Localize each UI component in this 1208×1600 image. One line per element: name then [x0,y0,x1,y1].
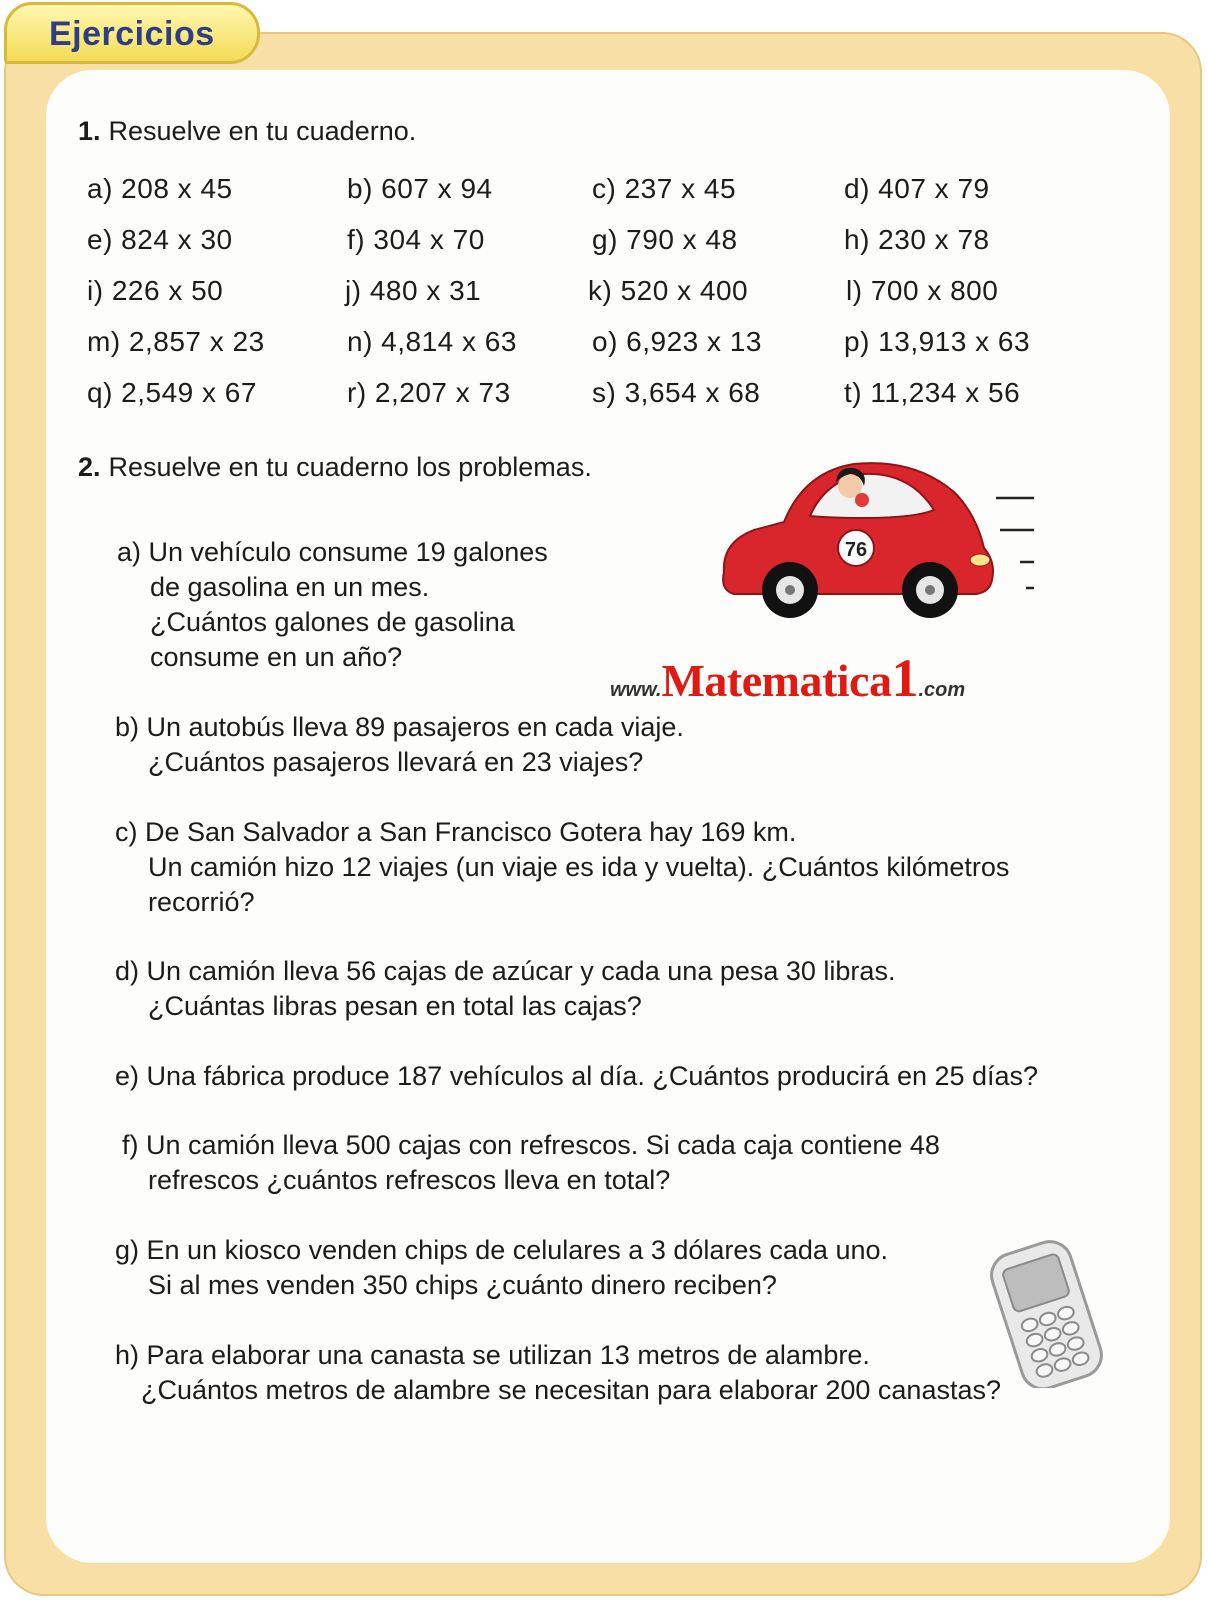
operation-item: a) 208 x 45 [87,173,233,204]
speed-lines [996,498,1034,588]
problem-h-line: h) Para elaborar una canasta se utilizan 13 metros de alambre. [115,1340,870,1370]
watermark-prefix: www. [610,679,662,701]
operation-item: p) 13,913 x 63 [844,326,1031,357]
operation-item: s) 3,654 x 68 [592,377,761,408]
problem-e-line: e) Una fábrica produce 187 vehículos al día. ¿Cuántos producirá en 25 días? [115,1061,1039,1091]
red-car-icon [714,452,1034,632]
operation-item: c) 237 x 45 [592,173,737,204]
operation-item: e) 824 x 30 [87,224,233,255]
problem-a-line: ¿Cuántos galones de gasolina [150,607,515,637]
watermark-digit: 1 [891,648,919,708]
exercise-1-number: 1. [78,116,101,146]
website-watermark [610,647,965,709]
operation-item: b) 607 x 94 [347,173,493,204]
operation-item: q) 2,549 x 67 [87,377,257,408]
problem-d-line: ¿Cuántas libras pesan en total las cajas? [148,991,642,1021]
problem-c-line: Un camión hizo 12 viajes (un viaje es ida y vuelta). ¿Cuántos kilómetros [148,852,1010,882]
problem-h-line: ¿Cuántos metros de alambre se necesitan para elaborar 200 canastas? [141,1375,1001,1405]
operation-item: j) 480 x 31 [345,275,482,306]
header-tab [4,2,260,64]
problem-c-line: recorrió? [148,887,255,917]
exercise-1-heading [78,116,416,147]
watermark-name: Matematica [661,655,892,706]
problem-d-line: d) Un camión lleva 56 cajas de azúcar y cada una pesa 30 libras. [115,956,896,986]
operation-item: f) 304 x 70 [347,224,485,255]
operation-item: h) 230 x 78 [844,224,990,255]
page-title: Ejercicios [49,15,215,53]
operation-item: i) 226 x 50 [87,275,224,306]
operation-item: o) 6,923 x 13 [592,326,762,357]
operation-item: m) 2,857 x 23 [87,326,265,357]
exercise-2-instruction: Resuelve en tu cuaderno los problemas. [108,452,592,482]
operation-item: n) 4,814 x 63 [347,326,517,357]
operation-item: g) 790 x 48 [592,224,738,255]
cellphone-icon [985,1238,1115,1388]
problem-g-line: g) En un kiosco venden chips de celulares a 3 dólares cada uno. [115,1235,888,1265]
exercise-2-number: 2. [78,452,101,482]
problem-f-line: refrescos ¿cuántos refrescos lleva en total? [148,1165,671,1195]
watermark-suffix: .com [918,679,966,701]
problem-c-line: c) De San Salvador a San Francisco Gotera hay 169 km. [115,817,797,847]
exercise-1-instruction: Resuelve en tu cuaderno. [108,116,417,146]
problem-a-line: consume en un año? [150,642,403,672]
problem-f-line: f) Un camión lleva 500 cajas con refrescos. Si cada caja contiene 48 [122,1130,940,1160]
problem-g-line: Si al mes venden 350 chips ¿cuánto dinero reciben? [148,1270,777,1300]
operation-item: d) 407 x 79 [844,173,990,204]
operation-item: l) 700 x 800 [846,275,999,306]
operation-item: r) 2,207 x 73 [347,377,511,408]
problem-b-line: b) Un autobús lleva 89 pasajeros en cada viaje. [115,712,684,742]
exercise-2-heading [78,452,592,483]
problem-a-line: a) Un vehículo consume 19 galones [117,537,548,567]
operation-item: t) 11,234 x 56 [844,377,1021,408]
car-number: 76 [844,539,868,561]
operation-item: k) 520 x 400 [588,275,749,306]
problem-b-line: ¿Cuántos pasajeros llevará en 23 viajes? [148,747,644,777]
problem-a-line: de gasolina en un mes. [150,572,430,602]
